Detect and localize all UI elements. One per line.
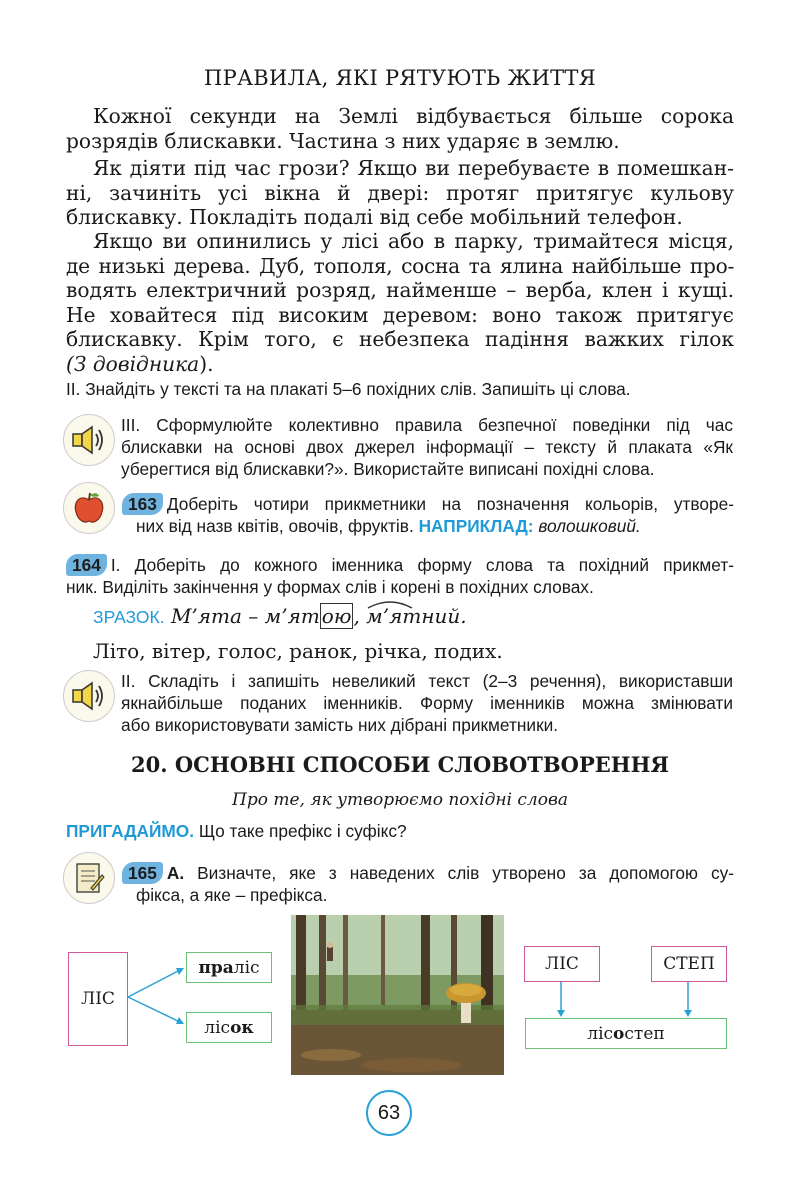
compound-part-2: степ	[624, 1023, 665, 1044]
part-letter: А.	[166, 863, 185, 883]
suffix-text: ний	[421, 604, 461, 628]
section-title: ПРАВИЛА, ЯКІ РЯТУЮТЬ ЖИТТЯ	[204, 66, 596, 90]
base-word-box-2	[651, 946, 727, 982]
text-line: де низькі дерева. Дуб, тополя, сосна та ялина найбільше про-	[66, 253, 734, 278]
text-line: водять електричний розряд, найменше – верба, клен і кущі.	[66, 278, 734, 302]
speaker-icon	[63, 670, 115, 722]
source-word: ЛІС	[81, 989, 115, 1009]
remember-line	[66, 820, 407, 842]
text-line: Якщо ви опинились у лісі або в парку, тримайтеся місця,	[93, 229, 734, 253]
base-word: СТЕП	[663, 954, 715, 974]
paragraph-2	[66, 156, 734, 230]
exercise-165	[122, 862, 734, 906]
speaker-icon	[63, 414, 115, 466]
forest-photo	[291, 915, 504, 1075]
example-word: волошковий.	[538, 516, 641, 536]
ending-mark: ою	[321, 604, 352, 628]
diagram-arrows	[126, 955, 188, 1035]
source-end: ).	[199, 351, 214, 376]
sample-comma: ,	[353, 604, 360, 628]
paragraph-1	[66, 104, 734, 153]
word-list: Літо, вітер, голос, ранок, річка, подих.	[93, 639, 503, 663]
text-line: них від назв квітів, овочів, фруктів.	[136, 516, 414, 536]
text-line: Кожної секунди на Землі відбувається більше сорока	[93, 104, 734, 128]
text-line: ник. Виділіть закінчення у формах слів і корені в похідних словах.	[66, 577, 594, 597]
text-line: І. Доберіть до кожного іменника форму слова та похідний прикмет-	[110, 555, 734, 575]
page-number-text: 63	[377, 1101, 401, 1124]
derived-word-box-suffix	[186, 1012, 272, 1043]
sample-dot: .	[460, 604, 467, 628]
forest-image	[291, 915, 504, 1075]
base-word-box-1	[524, 946, 600, 982]
root-arc	[366, 599, 414, 609]
text-line: розрядів блискавки. Частина з них ударяє в землю.	[66, 128, 620, 153]
text-line: якнайбільше поданих іменників. Форму іменників можна змінювати	[121, 693, 733, 713]
composition-arrows	[520, 980, 730, 1020]
prefix-part: пра	[198, 957, 234, 978]
exercise-number: 164	[66, 554, 107, 576]
section-heading: 20. ОСНОВНІ СПОСОБИ СЛОВОТВОРЕННЯ	[131, 752, 669, 777]
source-note: (З довідника	[66, 351, 200, 376]
compound-part-1: ліс	[587, 1023, 614, 1044]
text-line: ІІІ. Сформулюйте колективно правила безпечної поведінки під час	[121, 415, 733, 435]
suffix-part: ок	[230, 1017, 254, 1038]
root-text: м’ят	[366, 604, 422, 628]
exercise-164-part-ii	[121, 670, 733, 736]
text-line: Як діяти під час грози? Якщо ви перебуваєте в помешкан-	[93, 156, 734, 180]
paragraph-3	[66, 229, 734, 376]
notebook-icon	[63, 852, 115, 904]
text-line: ІІ. Складіть і запишіть невеликий текст (2–3 речення), використавши	[121, 671, 733, 691]
exercise-number: 165	[122, 862, 163, 884]
page-number	[366, 1090, 412, 1136]
text-line: Визначте, яке з наведених слів утворено за допомогою су-	[197, 863, 734, 883]
exercise-163	[122, 493, 734, 537]
remember-text: Що таке префікс і суфікс?	[198, 821, 407, 841]
derived-word-box-prefix	[186, 952, 272, 983]
sample-label: ЗРАЗОК.	[93, 607, 165, 627]
task-ii: ІІ. Знайдіть у тексті та на плакаті 5–6 похідних слів. Запишіть ці слова.	[66, 379, 631, 399]
text-line: блискавку. Покладіть подалі від себе мобільний телефон.	[66, 205, 683, 229]
example-label: НАПРИКЛАД:	[418, 516, 534, 536]
apple-icon	[63, 482, 115, 534]
exercise-number: 163	[122, 493, 163, 515]
section-subtitle: Про те, як утворюємо похідні слова	[232, 790, 568, 810]
text-line: уберегтися від блискавки?». Використайте виписані похідні слова.	[121, 459, 655, 479]
sample-line	[93, 601, 693, 632]
source-word-box	[68, 952, 128, 1046]
base-part: ліс	[233, 957, 260, 978]
remember-label: ПРИГАДАЙМО.	[66, 821, 195, 841]
task-iii	[121, 414, 733, 480]
root-mark	[366, 601, 421, 631]
text-line: або використовувати замість них дібрані прикметники.	[121, 715, 559, 735]
compound-word-box	[525, 1018, 727, 1049]
connecting-vowel: о	[613, 1023, 625, 1044]
sample-word: М’ята – м’ят	[170, 604, 320, 628]
text-line: блискавку. Крім того, є небезпека падіння важких гілок	[66, 327, 734, 351]
exercise-164	[66, 554, 734, 598]
text-line: Не ховайтеся під високим деревом: воно також притягує	[66, 302, 734, 327]
base-word: ЛІС	[545, 954, 579, 974]
text-line: блискавки на основі двох джерел інформації – тексту й плаката «Як	[121, 437, 733, 457]
base-part: ліс	[204, 1017, 231, 1038]
text-line: фікса, а яке – префікса.	[136, 885, 328, 905]
text-line: ні, зачиніть усі вікна й двері: протяг притягує кульову	[66, 180, 734, 205]
text-line: Доберіть чотири прикметники на позначення кольорів, утворе-	[166, 494, 734, 514]
